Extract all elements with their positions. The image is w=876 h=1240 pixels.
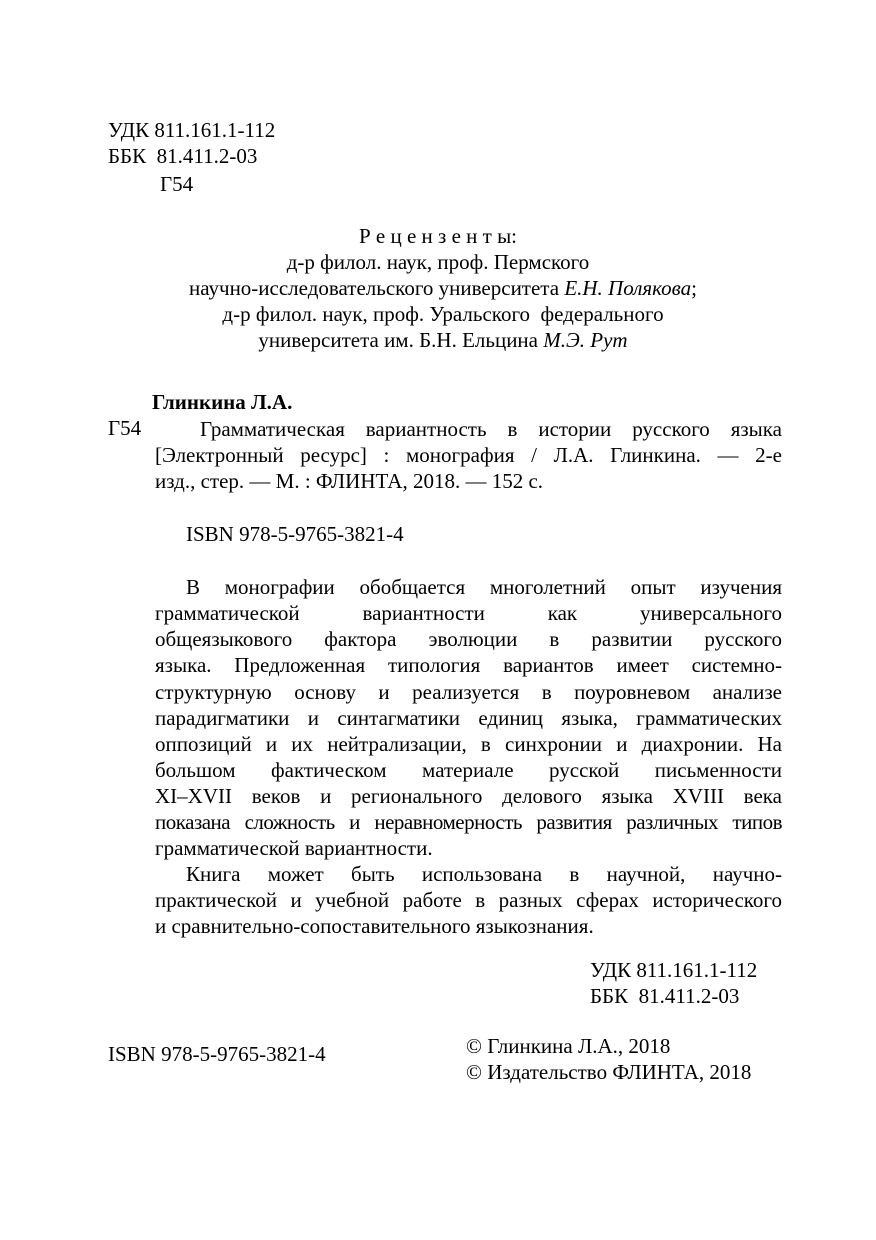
annotation-line: большом фактическом материале русской письменности bbox=[155, 758, 782, 782]
annotation-line: оппозиций и их нейтрализации, в синхронии и диахронии. На bbox=[155, 732, 782, 756]
annotation-line: языка. Предложенная типология вариантов имеет системно- bbox=[155, 653, 782, 677]
copyright-publisher: © Издательство ФЛИНТА, 2018 bbox=[466, 1060, 752, 1084]
catalog-sign: Г54 bbox=[108, 416, 142, 440]
annotation-line: структурную основу и реализуется в поуровневом анализе bbox=[155, 680, 782, 704]
reviewer-name: Е.Н. Полякова bbox=[564, 276, 692, 300]
annotation-line: грамматической вариантности. bbox=[155, 836, 433, 860]
catalog-entry-line: изд., стер. — М. : ФЛИНТА, 2018. — 152 с. bbox=[155, 469, 544, 493]
reviewer-affiliation: университета им. Б.Н. Ельцина bbox=[258, 328, 544, 352]
udk-code: УДК 811.161.1-112 bbox=[108, 118, 276, 142]
annotation-line: Книга может быть использована в научной, научно- bbox=[186, 862, 782, 886]
annotation-line: показана сложность и неравномерность развития различных типов bbox=[155, 810, 782, 834]
catalog-author: Глинкина Л.А. bbox=[152, 390, 293, 414]
annotation-line: грамматической вариантности как универсального bbox=[155, 601, 782, 625]
reviewer-separator: ; bbox=[691, 276, 697, 300]
copyright-author: © Глинкина Л.А., 2018 bbox=[466, 1034, 671, 1058]
annotation-line: и сравнительно-сопоставительного языкознания. bbox=[155, 914, 594, 938]
reviewer-line-2 bbox=[0, 276, 876, 301]
bbk-code: ББК 81.411.2-03 bbox=[108, 144, 258, 168]
footer-udk: УДК 811.161.1-112 bbox=[590, 958, 758, 982]
catalog-entry-line: [Электронный ресурс] : монография / Л.А. Глинкина. — 2-е bbox=[155, 443, 782, 467]
annotation-line: XI–XVII веков и регионального делового языка XVIII века bbox=[155, 784, 782, 808]
catalog-isbn: ISBN 978-5-9765-3821-4 bbox=[186, 522, 404, 546]
reviewers-heading: Р е ц е н з е н т ы: bbox=[358, 224, 518, 248]
annotation-line: общеязыкового фактора эволюции в развитии русского bbox=[155, 627, 782, 651]
catalog-entry-line: Грамматическая вариантность в истории русского языка bbox=[200, 417, 782, 441]
annotation-line: практической и учебной работе в разных сферах исторического bbox=[155, 888, 782, 912]
reviewer-name: М.Э. Рут bbox=[543, 328, 628, 352]
reviewer-line-4 bbox=[0, 328, 876, 353]
annotation-line: В монографии обобщается многолетний опыт изучения bbox=[186, 575, 782, 599]
reviewer-affiliation: научно-исследовательского университета bbox=[189, 276, 565, 300]
reviewer-line-1: д-р филол. наук, проф. Пермского bbox=[286, 250, 590, 274]
author-sign: Г54 bbox=[160, 172, 194, 196]
reviewer-line-3: д-р филол. наук, проф. Уральского федерального bbox=[222, 302, 664, 326]
footer-bbk: ББК 81.411.2-03 bbox=[590, 984, 740, 1008]
annotation-line: парадигматики и синтагматики единиц языка, грамматических bbox=[155, 706, 782, 730]
footer-isbn: ISBN 978-5-9765-3821-4 bbox=[108, 1042, 326, 1066]
